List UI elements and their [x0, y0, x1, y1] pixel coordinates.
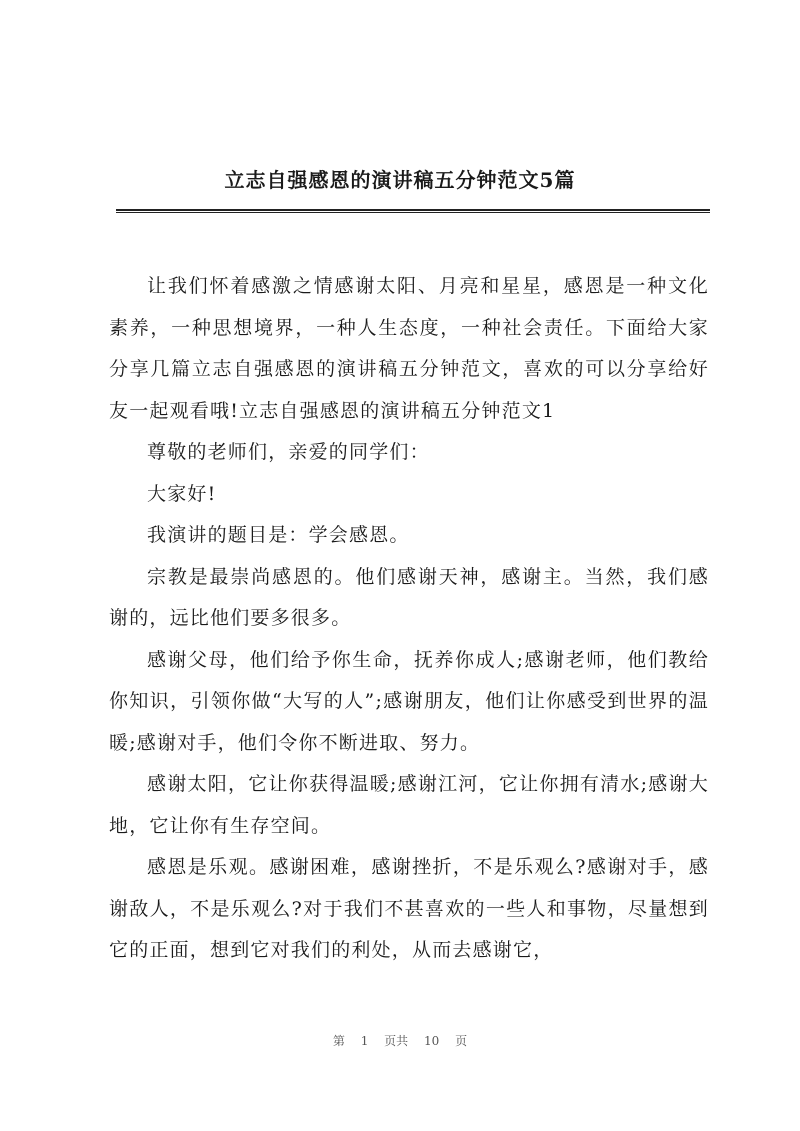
footer-label-of: 页共 — [384, 1034, 409, 1048]
footer-label-page: 第 — [332, 1034, 345, 1048]
title-divider — [116, 209, 710, 213]
paragraph: 感谢父母，他们给予你生命，抚养你成人;感谢老师，他们教给你知识，引领你做“大写的人”;感谢朋友，他们让你感受到世界的温暖;感谢对手，他们令你不断进取、努力。 — [109, 648, 709, 754]
paragraph: 感谢太阳，它让你获得温暖;感谢江河，它让你拥有清水;感谢大地，它让你有生存空间。 — [109, 773, 709, 837]
footer-label-pages: 页 — [455, 1034, 468, 1048]
document-body — [109, 266, 709, 972]
paragraph: 宗教是最崇尚感恩的。他们感谢天神，感谢主。当然，我们感谢的，远比他们要多很多。 — [109, 565, 709, 629]
paragraph: 大家好! — [147, 482, 217, 505]
page-footer — [0, 1032, 800, 1049]
paragraph: 让我们怀着感激之情感谢太阳、月亮和星星，感恩是一种文化素养，一种思想境界，一种人生态度，一种社会责任。下面给大家分享几篇立志自强感恩的演讲稿五分钟范文，喜欢的可以分享给好友一起观看哦!立志自强感恩的演讲稿五分钟范文1 — [109, 275, 709, 422]
footer-total-pages: 10 — [424, 1034, 440, 1048]
paragraph: 感恩是乐观。感谢困难，感谢挫折，不是乐观么?感谢对手，感谢敌人，不是乐观么?对于我们不甚喜欢的一些人和事物，尽量想到它的正面，想到它对我们的利处，从而去感谢它， — [109, 856, 709, 961]
paragraph: 尊敬的老师们，亲爱的同学们： — [147, 441, 430, 463]
paragraph: 我演讲的题目是：学会感恩。 — [147, 524, 410, 546]
document-title: 立志自强感恩的演讲稿五分钟范文5篇 — [224, 168, 576, 192]
footer-current-page: 1 — [360, 1034, 369, 1048]
